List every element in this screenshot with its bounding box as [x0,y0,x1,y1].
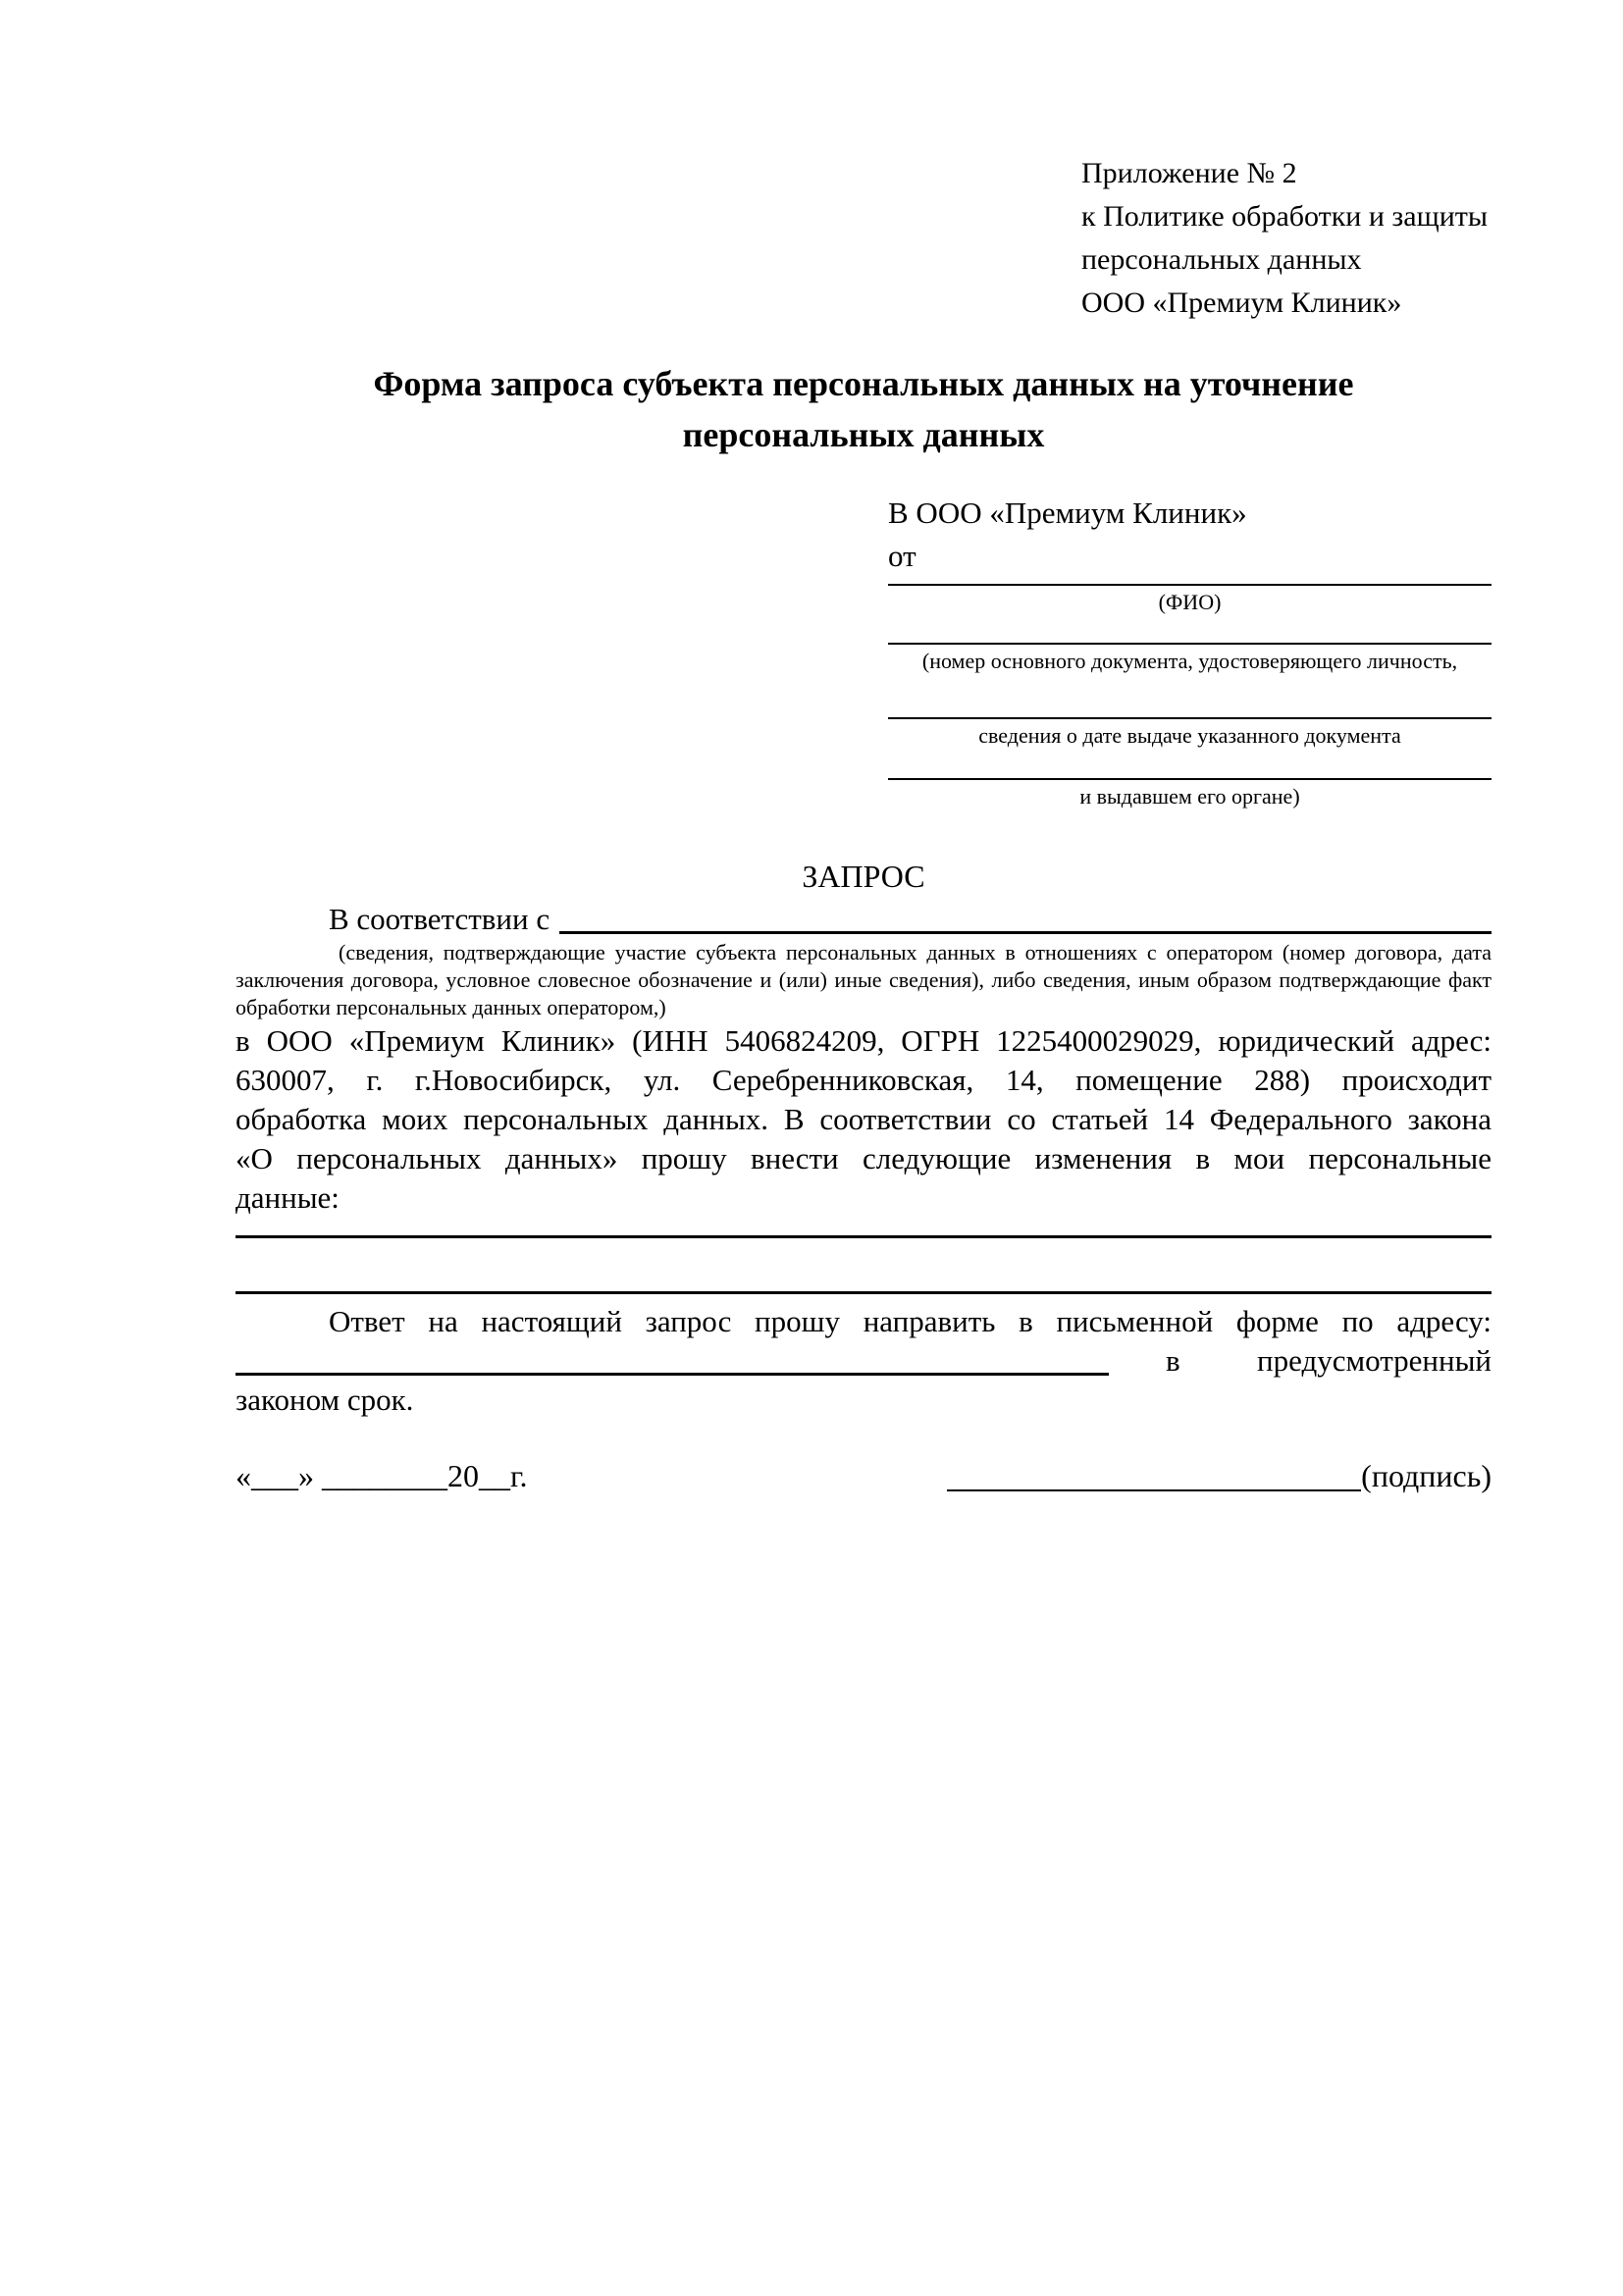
request-body-line-5: данные: [236,1180,340,1215]
signature-group [947,1455,1492,1496]
request-body-line-3: обработка моих персональных данных. В соответствии со статьей 14 Федерального закона [236,1102,1492,1136]
request-body-line-4: «О персональных данных» прошу внести следующие изменения в мои персональные [236,1141,1492,1175]
reply-address-row [236,1341,1492,1381]
reply-sentence-end: законом срок. [236,1383,414,1417]
footer-row [236,1455,1492,1496]
changes-blank-line-2[interactable] [236,1238,1492,1294]
document-title-line-1: Форма запроса субъекта персональных данных на уточнение [373,364,1354,403]
document-number-caption: (номер основного документа, удостоверяющего личность, [921,649,1458,673]
issuing-authority-caption: и выдавшем его органе) [1079,784,1300,809]
signature-blank-line[interactable] [947,1455,1361,1491]
fio-blank-line[interactable] [888,578,1492,586]
address-blank-line[interactable] [236,1341,1109,1376]
intro-line [236,900,1492,939]
request-heading: ЗАПРОС [802,859,925,894]
issue-date-blank-line[interactable] [888,674,1492,719]
fio-caption: (ФИО) [1158,590,1222,614]
footnote-line-1: (сведения, подтверждающие участие субъекта персональных данных в отношениях с оператором (номер договора, дата [339,940,1492,965]
document-title [236,358,1492,460]
issuing-authority-blank-line[interactable] [888,749,1492,780]
appendix-line-4: ООО «Премиум Клиник» [1081,287,1402,319]
appendix-line-1: Приложение № 2 [1081,157,1297,189]
footnote-line-3: обработки персональных данных оператором,) [236,995,666,1019]
reply-word-v: в [1166,1343,1180,1378]
request-body-line-2: 630007, г. г.Новосибирск, ул. Серебренниковская, 14, помещение 288) происходит [236,1063,1492,1097]
basis-blank-line[interactable] [559,900,1492,934]
appendix-block [1081,152,1492,325]
request-body-line-1: в ООО «Премиум Клиник» (ИНН 5406824209, ОГРН 1225400029029, юридический адрес: [236,1023,1492,1058]
footnote-line-2: заключения договора, условное словесное обозначение и (или) иные сведения), либо сведения, иным образом подтверждающие факт [236,967,1492,992]
document-title-line-2: персональных данных [682,415,1045,454]
appendix-line-3: персональных данных [1081,243,1362,276]
reply-sentence-start: Ответ на настоящий запрос прошу направить в письменной форме по адресу: [329,1304,1492,1338]
addressee-to: В ООО «Премиум Клиник» [888,496,1247,530]
document-number-blank-line[interactable] [888,615,1492,645]
request-body [236,1021,1492,1218]
addressee-from-label: от [888,539,916,573]
changes-blank-line-1[interactable] [236,1218,1492,1238]
footnote-block [236,939,1492,1021]
reply-word-predusmotrenny: предусмотренный [1257,1343,1492,1378]
date-template[interactable]: «___» ________20__г. [236,1458,528,1493]
appendix-line-2: к Политике обработки и защиты [1081,200,1489,233]
issue-date-caption: сведения о дате выдаче указанного документа [978,723,1401,748]
addressee-block [888,492,1492,809]
signature-caption: (подпись) [1361,1458,1492,1493]
intro-prefix: В соответствии с [329,902,550,936]
